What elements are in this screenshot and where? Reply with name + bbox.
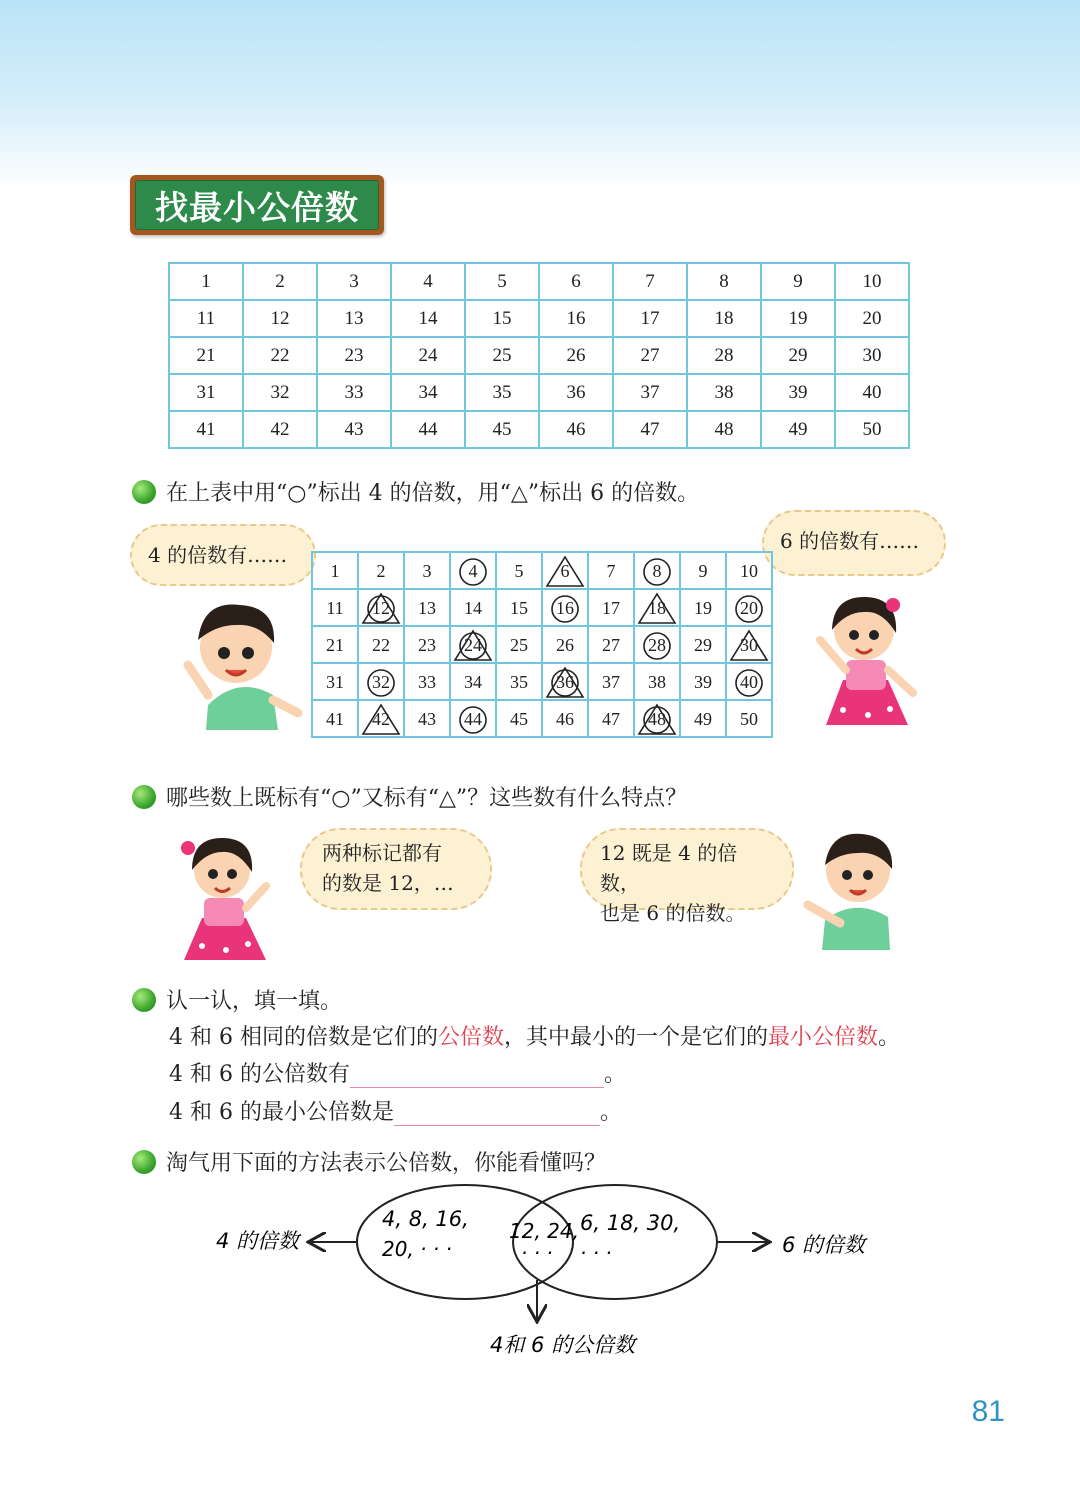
cell-number: 50 bbox=[740, 708, 758, 729]
number bbox=[407, 592, 447, 624]
table-cell bbox=[588, 700, 634, 737]
cell-number: 32 bbox=[372, 671, 390, 692]
venn-middle-values-1: 12, 24, bbox=[509, 1219, 579, 1243]
number bbox=[729, 555, 769, 587]
venn-middle-values-2: · · · bbox=[521, 1241, 553, 1265]
cell-number: 21 bbox=[326, 634, 344, 655]
table-cell bbox=[680, 626, 726, 663]
number bbox=[315, 592, 355, 624]
table-cell: 36 bbox=[539, 374, 613, 411]
table-cell: 22 bbox=[243, 337, 317, 374]
cell-number: 16 bbox=[556, 597, 574, 618]
number bbox=[545, 703, 585, 735]
number bbox=[683, 592, 723, 624]
table-cell: 12 bbox=[243, 300, 317, 337]
boy-speech-bubble-2 bbox=[580, 828, 794, 925]
table-cell: 9 bbox=[761, 263, 835, 300]
marked-number-circle bbox=[729, 666, 769, 698]
table-cell bbox=[450, 589, 496, 626]
marked-number-circle bbox=[453, 703, 493, 735]
cell-number: 49 bbox=[694, 708, 712, 729]
number bbox=[453, 592, 493, 624]
table-cell bbox=[588, 552, 634, 589]
table-cell bbox=[358, 552, 404, 589]
section-title: 找最小公倍数 bbox=[135, 180, 379, 230]
venn-right-values-1: 6, 18, 30, bbox=[580, 1211, 681, 1235]
cell-number: 33 bbox=[418, 671, 436, 692]
venn-right-label: 6 的倍数 bbox=[782, 1233, 866, 1257]
table-cell: 32 bbox=[243, 374, 317, 411]
cell-number: 8 bbox=[652, 560, 662, 581]
number bbox=[637, 666, 677, 698]
table-cell bbox=[588, 626, 634, 663]
table-cell: 49 bbox=[761, 411, 835, 448]
cell-number: 44 bbox=[464, 708, 482, 729]
boy-illustration bbox=[178, 595, 308, 730]
table-cell bbox=[496, 626, 542, 663]
table-cell: 18 bbox=[687, 300, 761, 337]
number bbox=[683, 629, 723, 661]
table-cell bbox=[404, 626, 450, 663]
table-cell: 43 bbox=[317, 411, 391, 448]
marked-number-triangle bbox=[545, 555, 585, 587]
marked-number-circle bbox=[361, 666, 401, 698]
table-cell: 46 bbox=[539, 411, 613, 448]
green-bullet-icon bbox=[132, 480, 156, 504]
table-cell: 48 bbox=[687, 411, 761, 448]
table-cell: 27 bbox=[613, 337, 687, 374]
green-bullet-icon bbox=[132, 785, 156, 809]
number bbox=[315, 666, 355, 698]
cell-number: 4 bbox=[468, 560, 478, 581]
table-cell bbox=[404, 700, 450, 737]
girl-speech-bubble bbox=[762, 510, 946, 576]
table-cell: 21 bbox=[169, 337, 243, 374]
girl-illustration bbox=[808, 585, 923, 730]
number bbox=[499, 666, 539, 698]
girl-illustration-2 bbox=[170, 828, 280, 963]
boy-illustration-2 bbox=[800, 825, 910, 950]
table-cell bbox=[680, 663, 726, 700]
table-cell: 16 bbox=[539, 300, 613, 337]
marked-number-triangle-circle bbox=[361, 592, 401, 624]
table-row bbox=[312, 552, 772, 589]
fill-1-label: 4 和 6 的公倍数有 bbox=[169, 1062, 350, 1087]
table-cell: 23 bbox=[317, 337, 391, 374]
table-cell bbox=[312, 626, 358, 663]
venn-diagram bbox=[200, 1180, 900, 1370]
table-cell bbox=[404, 552, 450, 589]
venn-bottom-label: 4和 6 的公倍数 bbox=[490, 1333, 636, 1357]
number bbox=[407, 629, 447, 661]
table-cell bbox=[634, 700, 680, 737]
cell-number: 48 bbox=[648, 708, 666, 729]
number bbox=[729, 703, 769, 735]
cell-number: 41 bbox=[326, 708, 344, 729]
table-cell bbox=[542, 700, 588, 737]
table-cell: 34 bbox=[391, 374, 465, 411]
answer-blank-1[interactable] bbox=[350, 1061, 604, 1088]
cell-number: 38 bbox=[648, 671, 666, 692]
table-cell bbox=[312, 552, 358, 589]
table-cell bbox=[358, 663, 404, 700]
girl-speech-2-line-2: 的数是 12，… bbox=[322, 871, 454, 895]
cell-number: 5 bbox=[514, 560, 524, 581]
fill-1-period: 。 bbox=[603, 1062, 626, 1087]
table-cell bbox=[726, 589, 772, 626]
cell-number: 37 bbox=[602, 671, 620, 692]
table-cell: 17 bbox=[613, 300, 687, 337]
table-cell bbox=[588, 589, 634, 626]
table-cell: 30 bbox=[835, 337, 909, 374]
table-cell: 11 bbox=[169, 300, 243, 337]
table-cell bbox=[358, 700, 404, 737]
cell-number: 14 bbox=[464, 597, 482, 618]
number bbox=[545, 629, 585, 661]
term-common-multiple: 公倍数 bbox=[437, 1025, 504, 1050]
table-cell: 7 bbox=[613, 263, 687, 300]
table-cell bbox=[404, 589, 450, 626]
number bbox=[591, 629, 631, 661]
question-3 bbox=[132, 984, 342, 1015]
table-cell bbox=[634, 589, 680, 626]
cell-number: 43 bbox=[418, 708, 436, 729]
number bbox=[683, 555, 723, 587]
cell-number: 29 bbox=[694, 634, 712, 655]
table-cell bbox=[726, 663, 772, 700]
table-cell bbox=[450, 626, 496, 663]
cell-number: 30 bbox=[740, 634, 758, 655]
cell-number: 23 bbox=[418, 634, 436, 655]
cell-number: 42 bbox=[372, 708, 390, 729]
table-cell: 33 bbox=[317, 374, 391, 411]
marked-number-circle bbox=[453, 555, 493, 587]
table-row bbox=[169, 411, 909, 448]
table-cell bbox=[542, 626, 588, 663]
boy-speech-2-line-2: 也是 6 的倍数。 bbox=[600, 901, 746, 925]
question-2 bbox=[132, 781, 687, 812]
cell-number: 28 bbox=[648, 634, 666, 655]
hundred-chart-table bbox=[168, 262, 910, 449]
table-cell: 5 bbox=[465, 263, 539, 300]
table-cell: 19 bbox=[761, 300, 835, 337]
table-cell bbox=[634, 552, 680, 589]
number bbox=[591, 703, 631, 735]
cell-number: 6 bbox=[560, 560, 570, 581]
cell-number: 31 bbox=[326, 671, 344, 692]
table-cell: 13 bbox=[317, 300, 391, 337]
marked-number-circle bbox=[545, 592, 585, 624]
table-cell bbox=[680, 700, 726, 737]
table-row bbox=[312, 626, 772, 663]
girl-speech-bubble-2 bbox=[300, 828, 492, 910]
cell-number: 17 bbox=[602, 597, 620, 618]
fill-in-line-1 bbox=[169, 1057, 626, 1088]
table-cell: 50 bbox=[835, 411, 909, 448]
table-cell bbox=[634, 626, 680, 663]
table-cell: 45 bbox=[465, 411, 539, 448]
table-cell: 15 bbox=[465, 300, 539, 337]
number bbox=[591, 592, 631, 624]
cell-number: 39 bbox=[694, 671, 712, 692]
table-row bbox=[312, 589, 772, 626]
marked-number-triangle-circle bbox=[637, 703, 677, 735]
number bbox=[591, 555, 631, 587]
girl-speech-2-line-1: 两种标记都有 bbox=[322, 841, 442, 865]
table-cell: 25 bbox=[465, 337, 539, 374]
fill-2-period: 。 bbox=[599, 1100, 622, 1125]
table-cell: 38 bbox=[687, 374, 761, 411]
number bbox=[407, 555, 447, 587]
table-cell: 44 bbox=[391, 411, 465, 448]
definition-part-3: 。 bbox=[878, 1025, 901, 1050]
table-cell: 39 bbox=[761, 374, 835, 411]
number bbox=[499, 592, 539, 624]
number bbox=[499, 703, 539, 735]
cell-number: 7 bbox=[606, 560, 616, 581]
table-cell: 3 bbox=[317, 263, 391, 300]
girl-speech-text: 6 的倍数有…… bbox=[780, 529, 920, 553]
number bbox=[591, 666, 631, 698]
table-cell bbox=[358, 589, 404, 626]
table-cell: 37 bbox=[613, 374, 687, 411]
table-row bbox=[169, 300, 909, 337]
cell-number: 11 bbox=[326, 597, 344, 618]
cell-number: 9 bbox=[698, 560, 708, 581]
cell-number: 10 bbox=[740, 560, 758, 581]
definition-part-1: 4 和 6 相同的倍数是它们的 bbox=[169, 1025, 438, 1050]
table-cell: 2 bbox=[243, 263, 317, 300]
question-4-text: 淘气用下面的方法表示公倍数，你能看懂吗？ bbox=[166, 1151, 607, 1176]
cell-number: 3 bbox=[422, 560, 432, 581]
table-cell: 8 bbox=[687, 263, 761, 300]
table-cell bbox=[726, 552, 772, 589]
table-cell bbox=[680, 589, 726, 626]
section-title-board bbox=[130, 175, 384, 235]
cell-number: 46 bbox=[556, 708, 574, 729]
cell-number: 19 bbox=[694, 597, 712, 618]
table-cell: 41 bbox=[169, 411, 243, 448]
marked-number-circle bbox=[637, 629, 677, 661]
table-cell: 1 bbox=[169, 263, 243, 300]
number bbox=[499, 555, 539, 587]
definition-part-2: ，其中最小的一个是它们的 bbox=[504, 1025, 769, 1050]
table-cell: 35 bbox=[465, 374, 539, 411]
number bbox=[683, 666, 723, 698]
cell-number: 40 bbox=[740, 671, 758, 692]
table-cell: 28 bbox=[687, 337, 761, 374]
table-cell bbox=[312, 663, 358, 700]
venn-left-label: 4 的倍数 bbox=[216, 1229, 300, 1253]
table-cell bbox=[634, 663, 680, 700]
table-cell: 20 bbox=[835, 300, 909, 337]
table-cell: 47 bbox=[613, 411, 687, 448]
cell-number: 15 bbox=[510, 597, 528, 618]
term-least-common-multiple: 最小公倍数 bbox=[768, 1025, 879, 1050]
cell-number: 1 bbox=[330, 560, 340, 581]
table-cell bbox=[726, 626, 772, 663]
table-cell: 40 bbox=[835, 374, 909, 411]
fill-2-label: 4 和 6 的最小公倍数是 bbox=[169, 1100, 394, 1125]
cell-number: 25 bbox=[510, 634, 528, 655]
boy-speech-text: 4 的倍数有…… bbox=[148, 543, 288, 567]
cell-number: 20 bbox=[740, 597, 758, 618]
number bbox=[407, 666, 447, 698]
sky-header-background bbox=[0, 0, 1080, 190]
marked-hundred-chart-table bbox=[311, 551, 773, 738]
cell-number: 24 bbox=[464, 634, 482, 655]
cell-number: 47 bbox=[602, 708, 620, 729]
cell-number: 12 bbox=[372, 597, 390, 618]
table-cell: 29 bbox=[761, 337, 835, 374]
table-cell bbox=[542, 589, 588, 626]
table-row bbox=[312, 663, 772, 700]
cell-number: 22 bbox=[372, 634, 390, 655]
cell-number: 35 bbox=[510, 671, 528, 692]
cell-number: 2 bbox=[376, 560, 386, 581]
number bbox=[315, 629, 355, 661]
cell-number: 13 bbox=[418, 597, 436, 618]
number bbox=[361, 555, 401, 587]
table-cell bbox=[496, 700, 542, 737]
table-cell: 14 bbox=[391, 300, 465, 337]
table-cell bbox=[358, 626, 404, 663]
number bbox=[315, 703, 355, 735]
table-cell bbox=[496, 663, 542, 700]
table-cell bbox=[312, 589, 358, 626]
definition-line bbox=[169, 1020, 900, 1051]
venn-left-values-1: 4, 8, 16, bbox=[382, 1207, 469, 1231]
table-row bbox=[169, 374, 909, 411]
number bbox=[407, 703, 447, 735]
cell-number: 36 bbox=[556, 671, 574, 692]
question-1-text: 在上表中用“○”标出 4 的倍数，用“△”标出 6 的倍数。 bbox=[166, 481, 700, 506]
number bbox=[361, 629, 401, 661]
table-cell bbox=[542, 663, 588, 700]
table-cell bbox=[312, 700, 358, 737]
table-cell bbox=[450, 552, 496, 589]
question-2-text: 哪些数上既标有“○”又标有“△”？这些数有什么特点？ bbox=[166, 786, 688, 811]
table-cell: 42 bbox=[243, 411, 317, 448]
marked-number-circle bbox=[637, 555, 677, 587]
table-row bbox=[169, 263, 909, 300]
question-3-text: 认一认，填一填。 bbox=[166, 989, 343, 1014]
cell-number: 45 bbox=[510, 708, 528, 729]
table-cell bbox=[680, 552, 726, 589]
boy-speech-2-line-1: 12 既是 4 的倍数， bbox=[600, 841, 738, 895]
table-row bbox=[169, 337, 909, 374]
number bbox=[683, 703, 723, 735]
fill-in-line-2 bbox=[169, 1095, 622, 1126]
table-cell: 10 bbox=[835, 263, 909, 300]
table-row bbox=[312, 700, 772, 737]
marked-number-triangle bbox=[729, 629, 769, 661]
table-cell bbox=[450, 700, 496, 737]
marked-number-triangle bbox=[637, 592, 677, 624]
table-cell bbox=[588, 663, 634, 700]
question-4 bbox=[132, 1146, 606, 1177]
marked-number-triangle bbox=[361, 703, 401, 735]
number bbox=[499, 629, 539, 661]
table-cell: 24 bbox=[391, 337, 465, 374]
venn-left-values-2: 20, · · · bbox=[382, 1237, 452, 1261]
cell-number: 27 bbox=[602, 634, 620, 655]
cell-number: 18 bbox=[648, 597, 666, 618]
marked-number-triangle-circle bbox=[545, 666, 585, 698]
number bbox=[453, 666, 493, 698]
table-cell: 26 bbox=[539, 337, 613, 374]
table-cell bbox=[542, 552, 588, 589]
table-cell: 31 bbox=[169, 374, 243, 411]
table-cell bbox=[496, 552, 542, 589]
answer-blank-2[interactable] bbox=[394, 1099, 600, 1126]
question-1 bbox=[132, 476, 699, 507]
marked-number-circle bbox=[729, 592, 769, 624]
cell-number: 34 bbox=[464, 671, 482, 692]
table-cell bbox=[404, 663, 450, 700]
table-cell: 4 bbox=[391, 263, 465, 300]
venn-right-values-2: · · · bbox=[580, 1241, 612, 1265]
number bbox=[315, 555, 355, 587]
boy-speech-bubble bbox=[130, 524, 316, 586]
table-cell bbox=[726, 700, 772, 737]
green-bullet-icon bbox=[132, 988, 156, 1012]
table-cell bbox=[450, 663, 496, 700]
table-cell bbox=[496, 589, 542, 626]
table-cell: 6 bbox=[539, 263, 613, 300]
cell-number: 26 bbox=[556, 634, 574, 655]
green-bullet-icon bbox=[132, 1150, 156, 1174]
page-number: 81 bbox=[971, 1395, 1005, 1428]
marked-number-triangle-circle bbox=[453, 629, 493, 661]
